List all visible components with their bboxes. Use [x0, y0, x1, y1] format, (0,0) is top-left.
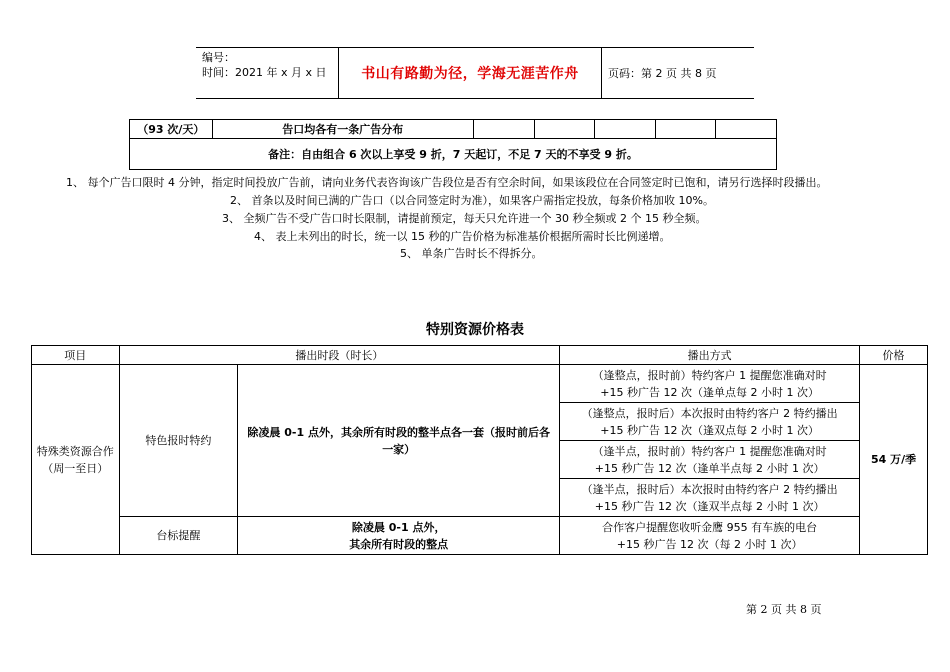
header-project: 项目: [32, 346, 120, 365]
note-3: 3、 全频广告不受广告口时长限制，请提前预定，每天只允许进一个 30 秒全频或 2 个 15 秒全频。: [222, 212, 707, 225]
remark-cell: 备注：自由组合 6 次以上享受 9 折，7 天起订，不足 7 天的不享受 9 折。: [130, 139, 777, 170]
empty-cell: [534, 120, 595, 139]
method-cell: [560, 365, 860, 403]
item-time-cell: 除凌晨 0-1 点外，其余所有时段的整半点各一套（报时前后各一家）: [238, 365, 560, 517]
empty-cell: [655, 120, 716, 139]
special-resource-table: [31, 345, 928, 555]
header-motto: 书山有路勤为径，学海无涯苦作舟: [338, 48, 602, 98]
time-label: 时间：2021 年 x 月 x 日: [202, 66, 327, 79]
note-2: 2、 首条以及时间已满的广告口（以合同签定时为准），如果客户需指定投放，每条价格加收 10%。: [230, 194, 714, 207]
distribution-cell: 告口均各有一条广告分布: [212, 120, 473, 139]
method-line: （逢半点，报时后）本次报时由特约客户 2 特约播出: [581, 482, 838, 496]
header-time: 播出时段（时长）: [119, 346, 560, 365]
method-line: 合作客户提醒您收听金鹰 955 有车族的电台: [602, 520, 818, 534]
note-5: 5、 单条广告时长不得拆分。: [400, 247, 543, 260]
method-line: （逢整点，报时后）本次报时由特约客户 2 特约播出: [581, 406, 838, 420]
method-line: +15 秒广告 12 次（逢双点每 2 小时 1 次）: [600, 423, 819, 437]
method-cell: [560, 517, 860, 555]
note-4: 4、 表上未列出的时长，统一以 15 秒的广告价格为标准基价根据所需时长比例递增。: [254, 230, 671, 243]
empty-cell: [716, 120, 777, 139]
note-1: 1、 每个广告口限时 4 分钟，指定时间投放广告前，请向业务代表咨询该广告段位是否有空余时间，如果该段位在合同签定时已饱和，请另行选择时段播出。: [66, 176, 828, 189]
header-meta: [196, 48, 338, 98]
method-line: +15 秒广告 12 次（逢单点每 2 小时 1 次）: [600, 385, 819, 399]
time-line: 其余所有时段的整点: [349, 537, 449, 551]
item-name-cell: 台标提醒: [119, 517, 238, 555]
section-title: 特别资源价格表: [426, 322, 524, 338]
header-price: 价格: [860, 346, 928, 365]
project-name: 特殊类资源合作: [36, 444, 114, 458]
method-line: +15 秒广告 12 次（逢双半点每 2 小时 1 次）: [594, 499, 825, 513]
code-label: 编号：: [202, 51, 235, 64]
header-page: 页码：第 2 页 共 8 页: [608, 67, 717, 80]
method-line: （逢半点，报时前）特约客户 1 提醒您准确对时: [592, 444, 827, 458]
price-cell: 54 万/季: [860, 365, 928, 555]
item-time-cell: [238, 517, 560, 555]
time-line: 除凌晨 0-1 点外，: [351, 520, 446, 534]
page-footer: 第 2 页 共 8 页: [746, 603, 822, 616]
method-cell: [560, 479, 860, 517]
project-cell: [32, 365, 120, 555]
item-name-cell: 特色报时特约: [119, 365, 238, 517]
header-method: 播出方式: [560, 346, 860, 365]
method-cell: [560, 441, 860, 479]
method-line: +15 秒广告 12 次（逢单半点每 2 小时 1 次）: [594, 461, 825, 475]
empty-cell: [595, 120, 656, 139]
empty-cell: [473, 120, 534, 139]
method-line: （逢整点，报时前）特约客户 1 提醒您准确对时: [592, 368, 827, 382]
method-line: +15 秒广告 12 次（每 2 小时 1 次）: [616, 537, 803, 551]
frequency-cell: （93 次/天）: [130, 120, 213, 139]
method-cell: [560, 403, 860, 441]
document-header: [196, 47, 754, 99]
project-days: （周一至日）: [42, 461, 109, 475]
top-price-table-fragment: [129, 119, 777, 170]
